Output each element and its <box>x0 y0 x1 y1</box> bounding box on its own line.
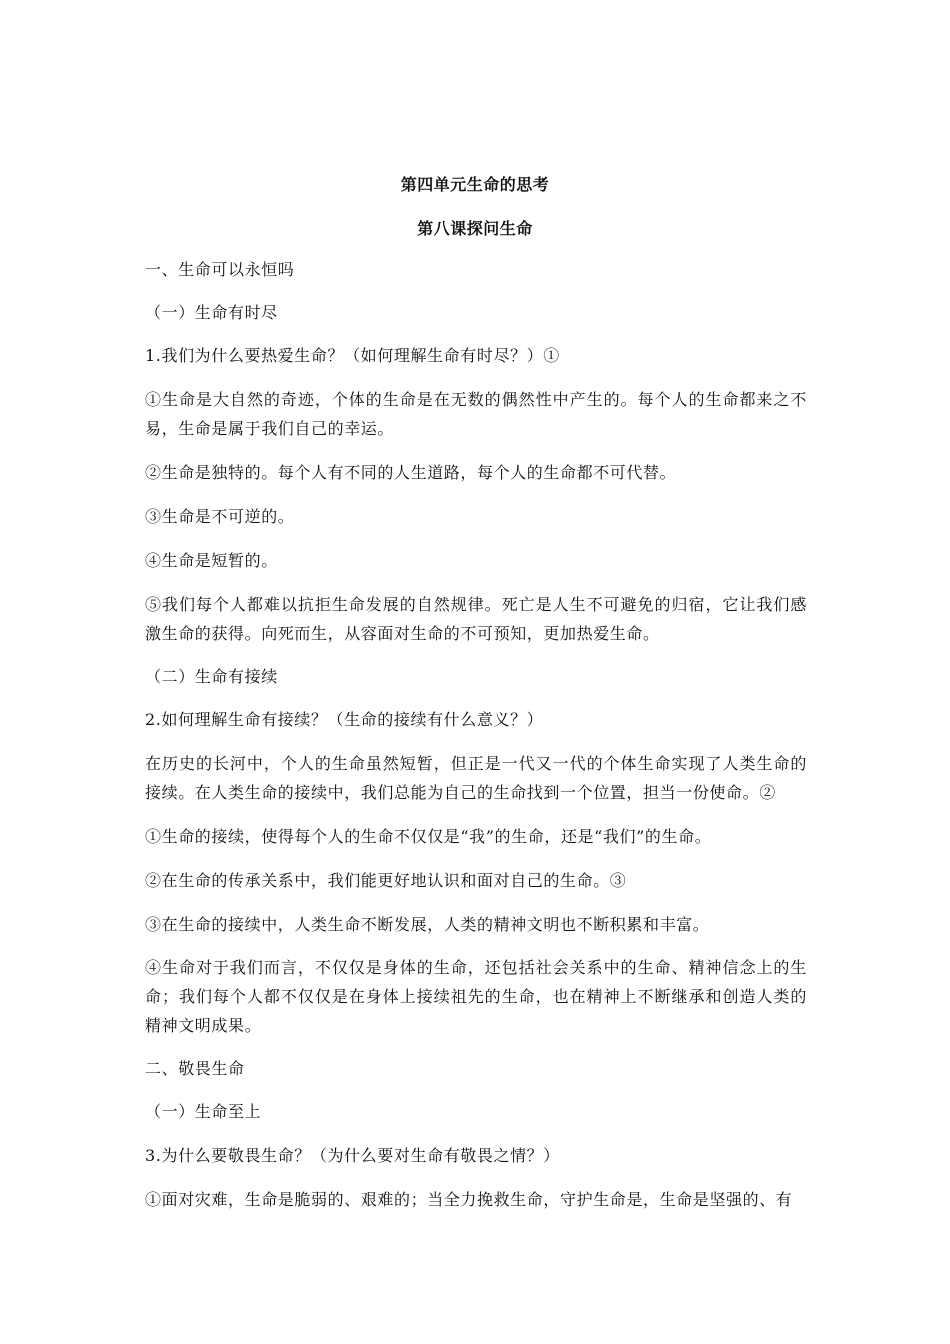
section-heading-1: 一、生命可以永恒吗 <box>145 260 295 279</box>
answer-paragraph: ①生命的接续，使得每个人的生命不仅仅是“我”的生命，还是“我们”的生命。 <box>145 827 712 846</box>
question-2: 2.如何理解生命有接续？（生命的接续有什么意义？） <box>145 710 544 729</box>
answer-paragraph: ②在生命的传承关系中，我们能更好地认识和面对自己的生命。③ <box>145 871 627 890</box>
answer-paragraph: 在历史的长河中，个人的生命虽然短暂，但正是一代又一代的个体生命实现了人类生命的接续。在人类生命的接续中，我们总能为自己的生命找到一个位置，担当一份使命。② <box>145 754 807 802</box>
answer-paragraph: ①生命是大自然的奇迹，个体的生命是在无数的偶然性中产生的。每个人的生命都来之不易，生命是属于我们自己的幸运。 <box>145 390 807 438</box>
lesson-title: 第八课探问生命 <box>417 219 533 238</box>
section-heading-2: 二、敬畏生命 <box>145 1059 245 1078</box>
subsection-heading-1: （一）生命有时尽 <box>145 303 278 322</box>
answer-paragraph: ⑤我们每个人都难以抗拒生命发展的自然规律。死亡是人生不可避免的归宿，它让我们感激生命的获得。向死而生，从容面对生命的不可预知，更加热爱生命。 <box>145 595 807 643</box>
unit-title: 第四单元生命的思考 <box>400 175 550 194</box>
question-1: 1.我们为什么要热爱生命？（如何理解生命有时尽？）① <box>145 346 560 365</box>
subsection-heading-2: （二）生命有接续 <box>145 667 278 686</box>
answer-paragraph: ①面对灾难，生命是脆弱的、艰难的；当全力挽救生命，守护生命是，生命是坚强的、有 <box>145 1190 793 1209</box>
answer-paragraph: ④生命是短暂的。 <box>145 551 278 570</box>
answer-paragraph: ④生命对于我们而言，不仅仅是身体的生命，还包括社会关系中的生命、精神信念上的生命；我们每个人都不仅仅是在身体上接续祖先的生命，也在精神上不断继承和创造人类的精神文明成果。 <box>145 958 807 1035</box>
subsection-heading-3: （一）生命至上 <box>145 1102 262 1121</box>
question-3: 3.为什么要敬畏生命？（为什么要对生命有敬畏之情？） <box>145 1146 560 1165</box>
answer-paragraph: ③在生命的接续中，人类生命不断发展，人类的精神文明也不断积累和丰富。 <box>145 915 710 934</box>
answer-paragraph: ②生命是独特的。每个人有不同的人生道路，每个人的生命都不可代替。 <box>145 463 677 482</box>
answer-paragraph: ③生命是不可逆的。 <box>145 507 295 526</box>
